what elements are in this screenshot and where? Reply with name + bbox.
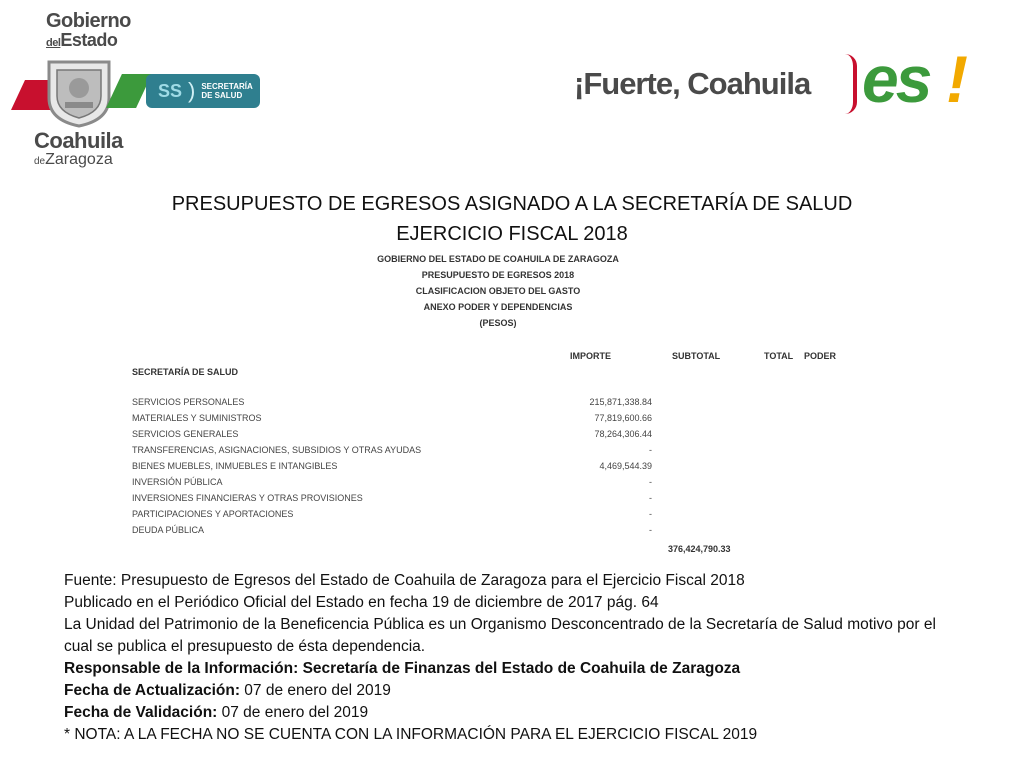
exclamation-text: ! xyxy=(946,42,968,116)
row-value: 215,871,338.84 xyxy=(589,397,652,407)
note-fuente: Fuente: Presupuesto de Egresos del Estado de Coahuila de Zaragoza para el Ejercicio Fiscal 2018 xyxy=(64,572,745,589)
validacion-label: Fecha de Validación: xyxy=(64,704,218,721)
ss-badge-text xyxy=(201,82,252,100)
table-row xyxy=(132,413,652,427)
gobierno-coahuila-logo xyxy=(18,10,268,175)
table-row xyxy=(132,525,652,539)
logo-estado-text: Estado xyxy=(60,30,118,50)
column-header-subtotal: SUBTOTAL xyxy=(672,351,721,361)
es-text: es xyxy=(862,42,930,116)
table-row xyxy=(132,445,652,459)
table-row xyxy=(132,397,652,411)
table-row xyxy=(132,509,652,523)
logo-zaragoza-text: Zaragoza xyxy=(45,151,113,168)
page-subtitle: EJERCICIO FISCAL 2018 xyxy=(396,223,628,245)
report-header-line: PRESUPUESTO DE EGRESOS 2018 xyxy=(421,270,575,280)
logo-de-zaragoza-text xyxy=(34,151,113,169)
note-publicado: Publicado en el Periódico Oficial del Estado en fecha 19 de diciembre de 2017 pág. 64 xyxy=(64,594,659,611)
row-label: SERVICIOS GENERALES xyxy=(132,429,239,439)
logo-del-estado-text xyxy=(46,30,117,51)
row-value: 4,469,544.39 xyxy=(599,461,652,471)
row-value: 77,819,600.66 xyxy=(594,413,652,423)
section-label: SECRETARÍA DE SALUD xyxy=(132,367,239,377)
ss-separator-icon: ) xyxy=(188,78,196,103)
row-label: SERVICIOS PERSONALES xyxy=(132,397,245,407)
ss-badge-text-line2: DE SALUD xyxy=(201,91,243,100)
bracket-icon xyxy=(845,54,857,114)
table-row xyxy=(132,461,652,475)
note-nota: * NOTA: A LA FECHA NO SE CUENTA CON LA INFORMACIÓN PARA EL EJERCICIO FISCAL 2019 xyxy=(64,726,758,743)
row-label: DEUDA PÚBLICA xyxy=(132,525,205,535)
column-header-total: TOTAL xyxy=(764,351,794,361)
subtotal-value: 376,424,790.33 xyxy=(668,544,731,554)
report-header-line: ANEXO PODER Y DEPENDENCIAS xyxy=(423,302,573,312)
report-header-line: GOBIERNO DEL ESTADO DE COAHUILA DE ZARAGOZA xyxy=(377,254,619,264)
actualizacion-label: Fecha de Actualización: xyxy=(64,682,240,699)
fuerte-coahuila-logo xyxy=(574,40,994,130)
report-header-line: (PESOS) xyxy=(479,318,517,328)
table-row xyxy=(132,429,652,443)
report-header-line: CLASIFICACION OBJETO DEL GASTO xyxy=(415,286,581,296)
row-label: INVERSIONES FINANCIERAS Y OTRAS PROVISIONES xyxy=(132,493,363,503)
table-row xyxy=(132,477,652,491)
row-value: - xyxy=(649,509,652,519)
logo-de-text: de xyxy=(34,156,46,167)
row-label: PARTICIPACIONES Y APORTACIONES xyxy=(132,509,294,519)
secretaria-salud-badge xyxy=(146,74,260,108)
source-notes xyxy=(64,570,944,746)
row-value: 78,264,306.44 xyxy=(594,429,652,439)
logo-gobierno-text: Gobierno xyxy=(46,10,131,32)
logo-del-text: del xyxy=(46,37,61,49)
row-label: MATERIALES Y SUMINISTROS xyxy=(132,413,262,423)
ss-letters: SS xyxy=(158,80,183,101)
page-title: PRESUPUESTO DE EGRESOS ASIGNADO A LA SECRETARÍA DE SALUD xyxy=(171,193,853,215)
note-responsable: Responsable de la Información: Secretaría de Finanzas del Estado de Coahuila de Zaragoza xyxy=(64,660,741,677)
row-value: - xyxy=(649,477,652,487)
ss-badge-text-line1: SECRETARÍA xyxy=(201,82,253,91)
row-value: - xyxy=(649,493,652,503)
note-validacion xyxy=(64,702,944,724)
note-actualizacion xyxy=(64,680,944,702)
budget-report xyxy=(128,250,868,562)
validacion-value: 07 de enero del 2019 xyxy=(217,704,369,721)
logo-coahuila-text: Coahuila xyxy=(34,128,123,153)
actualizacion-value: 07 de enero del 2019 xyxy=(240,682,391,699)
column-header-importe: IMPORTE xyxy=(570,351,612,361)
row-value: - xyxy=(649,445,652,455)
row-label: INVERSIÓN PÚBLICA xyxy=(132,477,223,487)
column-header-poder: PODER xyxy=(804,351,837,361)
table-row xyxy=(132,493,652,507)
slogan-text: ¡Fuerte, Coahuila xyxy=(574,66,811,101)
coat-of-arms-icon xyxy=(43,58,115,128)
row-value: - xyxy=(649,525,652,535)
note-unidad: La Unidad del Patrimonio de la Beneficencia Pública es un Organismo Desconcentrado de la Secretaría de Salud motivo por el cual se publica el presupuesto de ésta dependencia. xyxy=(64,616,936,655)
row-label: TRANSFERENCIAS, ASIGNACIONES, SUBSIDIOS Y OTRAS AYUDAS xyxy=(132,445,422,455)
row-label: BIENES MUEBLES, INMUEBLES E INTANGIBLES xyxy=(132,461,338,471)
